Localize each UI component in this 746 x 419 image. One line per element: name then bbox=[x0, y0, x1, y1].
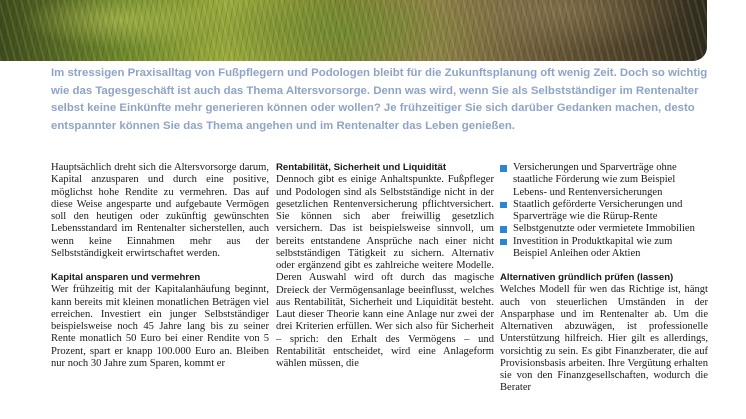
column-3 bbox=[500, 162, 708, 395]
rentabilitaet-paragraph: Dennoch gibt es einige Anhaltspunkte. Fußpfleger und Podologen sind als Selbstständige nicht in der gesetzlichen Rentenversicherung pflichtversichert. Sie können sich aber freiwillig gesetzlich versichern. Das ist beispielsweise sinnvoll, um bereits entstandene Ansprüche nach einer nicht selbstständigen Tätigkeit zu sichern. Alternativ oder ergänzend gibt es zahlreiche weitere Modelle. Deren Auswahl wird oft durch das magische Dreieck der Vermögensanlage beeinflusst, welches aus Rentabilität, Sicherheit und Liquidität besteht. Laut dieser Theorie kann eine Anlage nur zwei der drei Kriterien erfüllen. Wer sich also für Sicherheit – sprich: den Erhalt des Vermögens – und Rentabilität entscheidet, wird eine Anlageform wählen müssen, die bbox=[276, 174, 494, 369]
list-item: Investition in Produktkapital wie zum Beispiel Anleihen oder Aktien bbox=[500, 236, 708, 261]
square-bullet-icon bbox=[500, 202, 507, 209]
lead-paragraph: Im stressigen Praxisalltag von Fußpflegern und Podologen bleibt für die Zukunftsplanung oft wenig Zeit. Doch so wichtig wie das Tagesgeschäft ist auch das Thema Altersvorsorge. Denn was wird, wenn Sie als Selbstständiger im Rentenalter selbst keine Einkünfte mehr generieren können oder wollen? Je frühzeitiger Sie sich darüber Gedanken machen, desto entspannter können Sie das Thema angehen und im Rentenalter das Leben genießen. bbox=[51, 67, 708, 132]
square-bullet-icon bbox=[500, 226, 507, 233]
intro-paragraph: Hauptsächlich dreht sich die Altersvorsorge darum, Kapital anzusparen und durch eine positive, möglichst hohe Rendite zu vermehren. Das auf diese Weise angesparte und aufgebaute Vermögen soll den heutigen oder zukünftig gewünschten Lebensstandard im Rentenalter sicherstellen, auch wenn keine Einnahmen mehr aus der Selbstständigkeit erwirtschaftet werden. bbox=[51, 162, 269, 259]
section-heading-alternativen: Alternativen gründlich prüfen (lassen) bbox=[500, 272, 674, 283]
header-photo bbox=[0, 0, 707, 61]
column-1 bbox=[51, 162, 269, 370]
column-2 bbox=[276, 162, 494, 370]
list-item: Selbstgenutzte oder vermietete Immobilien bbox=[500, 223, 708, 235]
square-bullet-icon bbox=[500, 239, 507, 246]
bullet-list bbox=[500, 162, 708, 260]
list-item: Versicherungen und Sparverträge ohne staatliche Förderung wie zum Beispiel Lebens- und Rentenversicherungen bbox=[500, 162, 708, 199]
square-bullet-icon bbox=[500, 165, 507, 172]
kapital-paragraph: Wer frühzeitig mit der Kapitalanhäufung beginnt, kann bereits mit kleinen monatlichen Beträgen viel erreichen. Investiert ein junger Selbstständiger beispielsweise noch 45 Jahre lang bis zu seiner Rente monatlich 50 Euro bei einer Rendite von 5 Prozent, spart er knapp 100.000 Euro an. Bleiben nur noch 30 Jahre zum Sparen, kommt er bbox=[51, 284, 269, 369]
section-heading-rentabilitaet: Rentabilität, Sicherheit und Liquidität bbox=[276, 162, 447, 173]
alternativen-paragraph: Welches Modell für wen das Richtige ist, hängt auch von steuerlichen Umständen in der Ansparphase und im Rentenalter ab. Um die Alternativen abzuwägen, ist professionelle Unterstützung hilfreich. Hier gilt es allerdings, vorsichtig zu sein. Es gibt Finanzberater, die auf Provisionsbasis arbeiten. Ihre Vergütung erhalten sie von den Finanzgesellschaften, wodurch die Berater bbox=[500, 284, 708, 394]
list-item: Staatlich geförderte Versicherungen und Sparverträge wie die Rürup-Rente bbox=[500, 199, 708, 224]
section-heading-kapital: Kapital ansparen und vermehren bbox=[51, 272, 201, 283]
